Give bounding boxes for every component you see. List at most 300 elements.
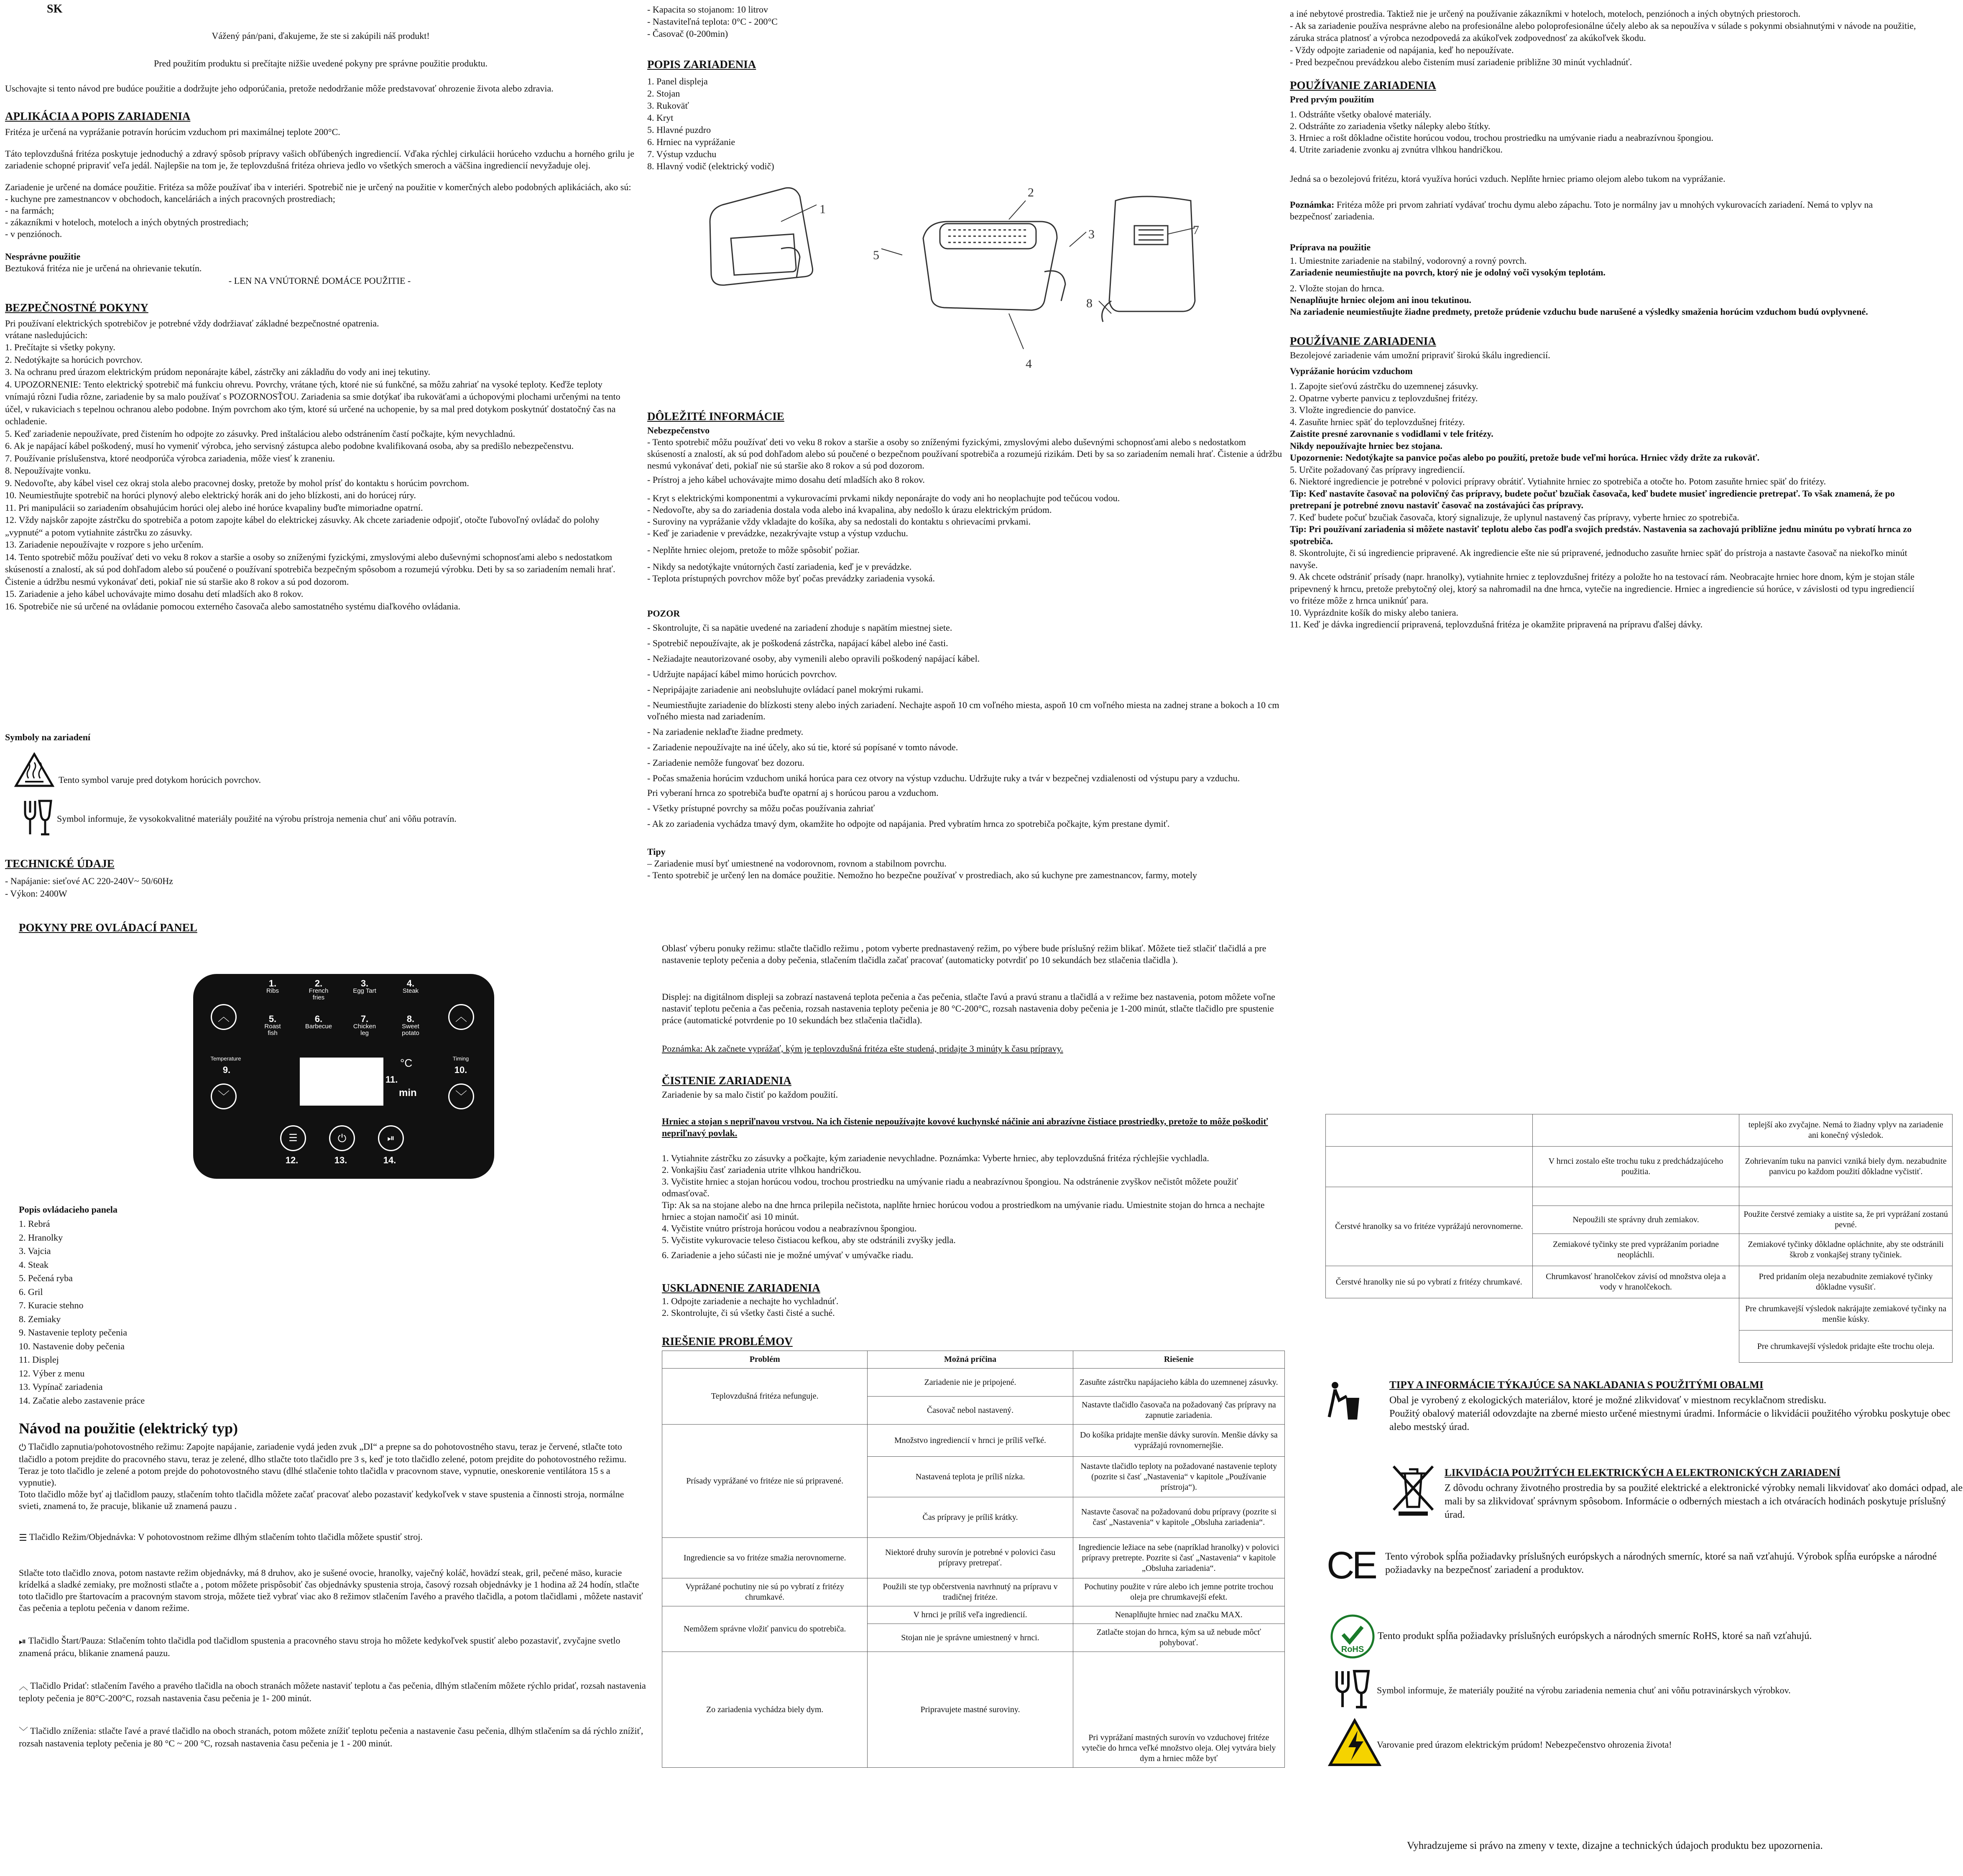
- storage-item: 1. Odpojte zariadenie a nechajte ho vychladnúť.: [662, 1296, 839, 1306]
- first-use-list: [1290, 109, 1917, 155]
- safety-item: 3. Na ochranu pred úrazom elektrickým prúdom neponárajte kábel, zástrčky ani základňu do vody ani inej tekutiny.: [5, 367, 430, 377]
- clean-item: 6. Zariadenie a jeho súčasti nie je možné umývať v umývačke riadu.: [662, 1250, 914, 1260]
- food-safe-icon: [21, 798, 54, 837]
- manual-p6: [19, 1725, 646, 1749]
- table-row: [662, 1578, 1285, 1606]
- table-header-cell: Problém: [662, 1351, 868, 1369]
- hot-air-item: 6. Niektoré ingrediencie je potrebné v polovici prípravy obrátiť. Vytiahnite hrniec zo spotrebiča a otočte ho. Potom zasuňte hrniec späť do fritézy.: [1290, 476, 1826, 487]
- app-p3: Zariadenie je určené na domáce použitie. Fritéza sa môže používať iba v interiéri. Spotrebič nie je určený na použitie v komerčných alebo podobných aplikáciách, ako sú:: [5, 182, 631, 192]
- app-list-item: - v penziónoch.: [5, 229, 62, 239]
- use2-intro: Bezolejové zariadenie vám umožní pripraviť širokú škálu ingrediencií.: [1290, 350, 1550, 360]
- panel-button-label: Sweet potato: [402, 1023, 419, 1037]
- power-icon: ⏻: [329, 1125, 355, 1151]
- misuse-title: Nesprávne použitie: [5, 251, 81, 262]
- diagram-label-3: 3: [1088, 227, 1095, 241]
- table-row: [662, 1538, 1285, 1578]
- table-cell: [1532, 1114, 1739, 1147]
- panel-button-number: 8.: [406, 1014, 415, 1024]
- manual-p4: [19, 1635, 646, 1659]
- greeting: Vážený pán/pani, ďakujeme, že ste si zakúpili náš produkt!: [212, 31, 430, 41]
- top-lines: [1290, 8, 1917, 68]
- clean-title: ČISTENIE ZARIADENIA: [662, 1074, 791, 1087]
- panel-button-label: Chicken leg: [353, 1023, 376, 1037]
- panel-button-8: [398, 1016, 423, 1037]
- table-cell: Pripravujete mastné suroviny.: [868, 1652, 1073, 1768]
- panel-desc-item: 10. Nastavenie doby pečenia: [19, 1341, 125, 1351]
- display-screen: [300, 1058, 383, 1106]
- table-cell: Čerstvé hranolky nie sú po vybratí z fritézy chrumkavé.: [1326, 1266, 1533, 1298]
- hot-air-item: 8. Skontrolujte, či sú ingrediencie pripravené. Ak ingrediencie ešte nie sú pripravené, jednoducho zasuňte hrniec späť do prístroja a nastavte časovač na niekoľko minút navyše.: [1290, 548, 1907, 570]
- panel-button-3: [352, 980, 377, 994]
- manual-p3: Stlačte toto tlačidlo znova, potom nastavte režim objednávky, má 8 druhov, ako je sušené ovocie, hranolky, vaječný koláč, hovädzí steak, gril, pečené mäso, kuracie krídelká a sladké zemiaky, pre možnosti stlačte a , potom môžete prispôsobiť čas objednávky spustenia stroja, časový rozsah objednávky je 1 hodina až 24 hodín, stlačte toto tlačidlo pre štartovacím a pracovným stavom stroja, môžete tiež vybrať viac ako 8 režimov stlačením ľavého a pravého tlačidla, a potom tlačidlami , môžete nastaviť čas pečenia a teplotu pečenia v danom režime.: [19, 1567, 643, 1613]
- table-cell: Nenaplňujte hrniec nad značku MAX.: [1073, 1606, 1284, 1624]
- display-text: Displej: na digitálnom displeji sa zobrazí nastavená teplota pečenia a čas pečenia, stlačte ľavú a pravú stranu a tlačidlá a v režime bez nastavenia, potom môžete voľne nastaviť teplotu pečenia a čas pečenia, rozsah nastavenia teploty pečenia je 80 °C-200°C, rozsah nastavenia doby pečenia je 1-200 minút, stlačte tlačidlo pre spustenie práce (automatické potvrdenie po 10 sekundách bez stlačenia tlačidla).: [662, 992, 1275, 1025]
- panel-button-2: [306, 980, 331, 1001]
- caution-item: - Zariadenie nemôže fungovať bez dozoru.: [647, 757, 804, 768]
- left-up-arrow-icon: ︿: [211, 1004, 237, 1030]
- shock-text: Varovanie pred úrazom elektrickým prúdom! Nebezpečenstvo ohrozenia života!: [1377, 1739, 1672, 1750]
- table-cell: Nastavte tlačidlo teploty na požadované nastavenie teploty (pozrite si časť „Nastavenia“ v kapitole „Používanie prístroja“).: [1073, 1457, 1284, 1497]
- caution-item: - Počas smaženia horúcim vzduchom uniká horúca para cez otvory na výstup vzduchu. Udržujte ruky a tvár v bezpečnej vzdialenosti od výstupu pary a vzduchu.: [647, 773, 1240, 783]
- danger-title: Nebezpečenstvo: [647, 425, 710, 436]
- symbol-hot-text: Tento symbol varuje pred dotykom horúcich povrchov.: [59, 775, 261, 785]
- panel-button-label: Egg Tart: [353, 987, 376, 994]
- panel-button-number: 5.: [268, 1014, 277, 1024]
- manual-p5: [19, 1680, 646, 1704]
- danger-item: - Nedovoľte, aby sa do zariadenia dostala voda alebo iná kvapalina, aby nedošlo k úrazu elektrickým prúdom.: [647, 505, 1052, 515]
- tech-title: TECHNICKÉ ÚDAJE: [5, 857, 115, 870]
- prep-1: 1. Umiestnite zariadenie na stabilný, vodorovný a rovný povrch.: [1290, 255, 1527, 266]
- panel-button-number: 6.: [314, 1014, 323, 1024]
- diagram-label-2: 2: [1028, 186, 1034, 199]
- hot-air-item: 5. Určite požadovaný čas prípravy ingrediencií.: [1290, 464, 1465, 475]
- table-cell: [1532, 1298, 1739, 1331]
- top-line: - Vždy odpojte zariadenie od napájania, keď ho nepoužívate.: [1290, 45, 1514, 55]
- tips-item: - Tento spotrebič je určený len na domáce použitie. Nemožno ho bezpečne používať v prostrediach, ako sú kuchyne pre zamestnancov, farmy, motely: [647, 870, 1197, 880]
- danger-item: - Teplota prístupných povrchov môže byť počas prevádzky zariadenia vysoká.: [647, 573, 935, 584]
- hot-air-item: 11. Keď je dávka ingrediencií pripravená, teplovzdušná fritéza je okamžite pripravená na prípravu ďalšej dávky.: [1290, 619, 1703, 630]
- top-line: - Pred bezpečnou prevádzkou alebo čistením musí zariadenie približne 30 minút vychladnúť.: [1290, 57, 1632, 67]
- panel-desc-list: [19, 1217, 228, 1407]
- parts-item: 5. Hlavné puzdro: [647, 125, 711, 135]
- danger-item: - Neplňte hrniec olejom, pretože to môže spôsobiť požiar.: [647, 545, 860, 555]
- packaging-title: TIPY A INFORMÁCIE TÝKAJÚCE SA NAKLADANIA S POUŽITÝMI OBALMI: [1389, 1379, 1764, 1391]
- table-cell: Teplovzdušná fritéza nefunguje.: [662, 1369, 868, 1425]
- panel-number-10: 10.: [454, 1065, 467, 1075]
- table-cell: Pre chrumkavejší výsledok nakrájajte zemiakové tyčinky na menšie kúsky.: [1739, 1298, 1953, 1331]
- parts-item: 3. Rukoväť: [647, 100, 689, 111]
- table-row: [1326, 1187, 1953, 1206]
- table-cell: [1326, 1147, 1533, 1187]
- table-cell: [1739, 1187, 1953, 1206]
- panel-desc-item: 1. Rebrá: [19, 1218, 50, 1229]
- hot-air-item: Upozornenie: Nedotýkajte sa panvice počas alebo po použití, pretože bude veľmi horúca. Hrniec vždy držte za rukoväť.: [1290, 452, 1760, 463]
- panel-button-label: Roast fish: [264, 1023, 281, 1037]
- manual-p5-text: Tlačidlo Pridať: stlačením ľavého a pravého tlačidla na oboch stranách môžete nastaviť teplotu a čas pečenia, dlhým stlačením môžete rýchlo pridať, rozsah nastavenia teploty pečenia je 80°C-200°C, rozsah nastavenia času pečenia je 1- 200 minút.: [19, 1680, 646, 1703]
- panel-button-number: 3.: [360, 978, 369, 989]
- table-cell: Čerstvé hranolky sa vo fritéze vyprážajú nerovnomerne.: [1326, 1187, 1533, 1266]
- manual-p1-text: Tlačidlo zapnutia/pohotovostného režimu: Zapojte napájanie, zariadenie vydá jeden zvuk „DI“ a prepne sa do pohotovostného stavu, teraz je červené, stlačte toto tlačidlo a potom prejdite do pracovného stavu, teraz je zelené, dlho stlačte toto tlačidlo pre 3 s, keď je toto tlačidlo zelené, potom prejdite do pohotovostného režimu.: [19, 1441, 626, 1464]
- diagram-label-7: 7: [1193, 223, 1199, 237]
- rohs-label: RoHS: [1341, 1645, 1364, 1654]
- panel-desc-item: 2. Hranolky: [19, 1232, 63, 1243]
- safety-list: [5, 341, 634, 612]
- hot-air-item: Tip: Pri používaní zariadenia si môžete nastaviť teplotu alebo čas podľa svojich predstáv. Nastavenia sa zachovajú približne jednu minútu po vybratí hrnca zo spotrebiča.: [1290, 524, 1912, 546]
- table-cell: Do košíka pridajte menšie dávky surovín. Menšie dávky sa vyprážajú rovnomernejšie.: [1073, 1425, 1284, 1457]
- panel-button-7: [350, 1016, 379, 1037]
- app-title: APLIKÁCIA A POPIS ZARIADENIA: [5, 110, 191, 122]
- first-use-item: 4. Utrite zariadenie zvonku aj zvnútra vlhkou handričkou.: [1290, 144, 1503, 155]
- table-cell: Pri vyprážaní mastných surovín vo vzduchovej fritéze vytečie do hrnca veľké množstvo oleja. Olej vytvára biely dym a hrniec môže byť: [1073, 1652, 1284, 1768]
- panel-desc-item: 3. Vajcia: [19, 1246, 51, 1256]
- home-only: - LEN NA VNÚTORNÉ DOMÁCE POUŽITIE -: [228, 275, 411, 286]
- control-panel-image: [193, 974, 494, 1179]
- table-cell: Zariadenie nie je pripojené.: [868, 1369, 1073, 1397]
- parts-item: 2. Stojan: [647, 88, 680, 99]
- mode-text: Oblasť výberu ponuky režimu: stlačte tlačidlo režimu , potom vyberte prednastavený režim, po výbere bude príslušný režim blikať. Môžete tiež stlačiť tlačidlá a pre nastavenie teploty pečenia a doby pečenia, stlačením tlačidla začať pracovať (automaticky potvrdiť po 10 sekundách bez stlačenia tlačidla ).: [662, 943, 1266, 965]
- table-cell: Zo zariadenia vychádza biely dym.: [662, 1652, 868, 1768]
- storage-item: 2. Skontrolujte, či sú všetky časti čisté a suché.: [662, 1308, 835, 1318]
- table-cell: [1326, 1114, 1533, 1147]
- table-cell: Vyprážané pochutiny nie sú po vybratí z fritézy chrumkavé.: [662, 1578, 868, 1606]
- keep-manual: Uschovajte si tento návod pre budúce použitie a dodržujte jeho odporúčania, pretože nedodržanie môže predstavovať ohrozenie života alebo zdravia.: [5, 83, 554, 94]
- table-cell: Nemôžem správne vložiť panvicu do spotrebiča.: [662, 1606, 868, 1652]
- symbols-title: Symboly na zariadení: [5, 732, 91, 742]
- rohs-icon: [1330, 1613, 1376, 1659]
- clean-warning: Hrniec a stojan s nepriľnavou vrstvou. Na ich čistenie nepoužívajte kovové kuchynské náčinie ani abrazívne čistiace prostriedky, pretože to môže poškodiť nepriľnavý povlak.: [662, 1116, 1268, 1138]
- first-use-item: 2. Odstráňte zo zariadenia všetky nálepky alebo štítky.: [1290, 121, 1491, 131]
- recycle-bin-person-icon: [1327, 1379, 1361, 1421]
- prep-2c: Na zariadenie neumiestňujte žiadne predmety, pretože prúdenie vzduchu bude narušené a výsledky smaženia horúcim vzduchom budú ovplyvnené.: [1290, 306, 1868, 317]
- safety-item: 16. Spotrebiče nie sú určené na ovládanie pomocou externého časovača alebo samostatného systému diaľkového ovládania.: [5, 601, 461, 612]
- read-instructions: Pred použitím produktu si prečítajte nižšie uvedené pokyny pre správne použitie produktu.: [154, 58, 488, 69]
- table-row: [1326, 1266, 1953, 1298]
- panel-button-number: 4.: [406, 978, 415, 989]
- table-row: [662, 1652, 1285, 1768]
- right-up-arrow-icon: ︿: [448, 1004, 474, 1030]
- weee-text: Z dôvodu ochrany životného prostredia by sa použité elektrické a elektronické výrobky nemali likvidovať ako domáci odpad, ale mali by sa zlikvidovať správnym spôsobom. Informácie o odberných miestach a ich otváracích hodinách poskytuje príslušný úrad.: [1445, 1483, 1963, 1520]
- prep-title: Príprava na použitie: [1290, 242, 1371, 252]
- table-cell: Pre chrumkavejší výsledok pridajte ešte trochu oleja.: [1739, 1331, 1953, 1363]
- panel-number-14: 14.: [383, 1155, 396, 1165]
- panel-button-6: [303, 1016, 334, 1030]
- panel-desc-item: 11. Displej: [19, 1354, 59, 1365]
- food-safe-text: Symbol informuje, že materiály použité na výrobu zariadenia nemenia chuť ani vôňu potravinárskych výrobkov.: [1377, 1685, 1791, 1695]
- packaging-p1: Obal je vyrobený z ekologických materiálov, ktoré je možné zlikvidovať v miestnom recyklačnom stredisku.: [1389, 1395, 1827, 1406]
- safety-intro2: vrátane nasledujúcich:: [5, 330, 88, 340]
- symbol-food-text: Symbol informuje, že vysokokvalitné materiály použité na výrobu prístroja nemenia chuť ani vôňu potravín.: [57, 813, 457, 824]
- panel-button-label: Ribs: [266, 987, 279, 994]
- table-cell: Prísady vyprážané vo fritéze nie sú pripravené.: [662, 1425, 868, 1538]
- hot-surface-icon: [14, 752, 54, 788]
- note-paragraph: [1290, 199, 1917, 222]
- panel-desc-item: 4. Steak: [19, 1259, 49, 1270]
- table-row: [662, 1606, 1285, 1624]
- clean-intro: Zariadenie by sa malo čistiť po každom použití.: [662, 1089, 838, 1100]
- misuse-text: Beztuková fritéza nie je určená na ohrievanie tekutín.: [5, 263, 202, 273]
- ce-text: Tento výrobok spĺňa požiadavky príslušných európskych a národných smerníc, ktoré sa naň vzťahujú. Výrobok spĺňa európske a národné požiadavky na bezpečnosť zariadení a produktov.: [1385, 1551, 1937, 1575]
- first-use-title: Pred prvým použitím: [1290, 94, 1374, 105]
- table-cell: Zohrievaním tuku na panvici vzniká biely dym. nezabudnite panvicu po každom použití dôkladne vyčistiť.: [1739, 1147, 1953, 1187]
- first-use-item: 1. Odstráňte všetky obalové materiály.: [1290, 109, 1432, 120]
- table-row: [1326, 1147, 1953, 1187]
- manual-p1c: Toto tlačidlo môže byť aj tlačidlom pauzy, stlačením tohto tlačidla môžete začať pracovať alebo pozastaviť kedykoľvek v stave spustenia a činnosti stroja, normálne svieti, znamená to, že pracuje, blikanie už znamená pauzu .: [19, 1489, 624, 1511]
- info-title: DÔLEŽITÉ INFORMÁCIE: [647, 410, 784, 423]
- caution-item: - Neumiestňujte zariadenie do blízkosti steny alebo iných zariadení. Nechajte aspoň 10 cm voľného miesta, aspoň 10 cm voľného miesta na zadnej strane a bokoch a 10 cm voľného miesta nad zariadením.: [647, 700, 1279, 721]
- safety-item: 2. Nedotýkajte sa horúcich povrchov.: [5, 354, 143, 365]
- danger-item: - Keď je zariadenie v prevádzke, nezakrývajte vstup a výstup vzduchu.: [647, 528, 908, 538]
- weee-crossed-bin-icon: [1390, 1463, 1436, 1517]
- clean-item: 2. Vonkajšiu časť zariadenia utrite vlhkou handričkou.: [662, 1165, 861, 1175]
- diagram-label-5: 5: [873, 248, 879, 262]
- panel-button-number: 1.: [268, 978, 277, 989]
- caution-item: - Nepripájajte zariadenie ani neobsluhujte ovládací panel mokrými rukami.: [647, 684, 924, 695]
- right-down-arrow-icon: ﹀: [448, 1083, 474, 1109]
- rohs-text: Tento produkt spĺňa požiadavky príslušných európskych a národných smerníc RoHS, ktoré sa naň vzťahujú.: [1378, 1631, 1812, 1642]
- safety-item: 14. Tento spotrebič môžu používať deti vo veku 8 rokov a staršie a osoby so zníženými fyzickými, zmyslovými alebo duševnými schopnosťami alebo s nedostatkom skúseností a znalostí, ak sú pod dohľadom alebo sú poučené o používaní spotrebiča bezpečným spôsobom a rozumejú výrobku. Deti by sa so zariadením nemali hrať. Čistenie a údržbu nesmú vykonávať deti, pokiaľ nie sú staršie ako 8 rokov a sú pod dozorom.: [5, 551, 615, 587]
- safety-item: 13. Zariadenie nepoužívajte v rozpore s jeho určením.: [5, 539, 204, 550]
- top-line: a iné nebytové prostredia. Taktiež nie je určený na používanie zákazníkmi v hoteloch, moteloch, penziónoch a iných obytných priestoroch.: [1290, 8, 1801, 19]
- panel-desc-item: 14. Začatie alebo zastavenie práce: [19, 1395, 145, 1406]
- table-cell: Ingrediencie ležiace na sebe (napríklad hranolky) v polovici prípravy pretrepte. Pozrite si časť „Nastavenia“ v kapitole „Obsluha zariadenia“.: [1073, 1538, 1284, 1578]
- play-pause-icon: ⏯: [19, 1636, 26, 1647]
- tips-item: – Zariadenie musí byť umiestnené na vodorovnom, rovnom a stabilnom povrchu.: [647, 858, 947, 869]
- table-cell: V hrnci zostalo ešte trochu tuku z predchádzajúceho použitia.: [1532, 1147, 1739, 1187]
- unit-celsius: °C: [400, 1057, 413, 1069]
- hot-air-item: 9. Ak chcete odstrániť prísady (napr. hranolky), vytiahnite hrniec z teplovzdušnej fritézy a položte ho na testovací rám. Neobracajte hrniec hore dnom, kým je stojan stále pripevnený k hrncu, pretože prebytočný olej, ktorý sa nahromadil na dne hrnca, vytečie na ingrediencie. Hrniec a ingrediencie sú horúce, v závislosti od typu ingrediencií vo fritéze môže z hrnca uniknúť para.: [1290, 571, 1914, 606]
- unit-min: min: [399, 1087, 417, 1099]
- panel-button-number: 2.: [314, 978, 323, 989]
- tech-item: - Napájanie: sieťové AC 220-240V~ 50/60Hz: [5, 876, 173, 886]
- table-cell: [1532, 1187, 1739, 1206]
- safety-title: BEZPEČNOSTNÉ POKYNY: [5, 301, 148, 314]
- food-safe-icon: [1332, 1668, 1373, 1710]
- safety-item: 1. Prečítajte si všetky pokyny.: [5, 342, 115, 352]
- table-cell: V hrnci je príliš veľa ingrediencií.: [868, 1606, 1073, 1624]
- panel-desc-item: 8. Zemiaky: [19, 1313, 61, 1324]
- table-cell: Pred pridaním oleja nezabudnite zemiakové tyčinky dôkladne vysušiť.: [1739, 1266, 1953, 1298]
- parts-item: 7. Výstup vzduchu: [647, 149, 717, 159]
- ce-mark-icon: CE: [1327, 1544, 1375, 1587]
- table-cell: Nastavená teplota je príliš nízka.: [868, 1457, 1073, 1497]
- danger-item: - Kryt s elektrickými komponentmi a vykurovacími prvkami nikdy neponárajte do vody ani ho neoplachujte pod tečúcou vodou.: [647, 493, 1120, 503]
- caution-item: - Zariadenie nepoužívajte na iné účely, ako sú tie, ktoré sú popísané v tomto návode.: [647, 742, 958, 752]
- top-line: - Ak sa zariadenie používa nesprávne alebo na profesionálne alebo poloprofesionálne účely alebo ak sa nepoužíva v súlade s pokynmi obsiahnutými v návode na použitie, záruka stráca platnosť a výrobca nezodpovedá za akúkoľvek zodpovednosť za akúkoľvek škodu.: [1290, 20, 1916, 43]
- use2-title: POUŽÍVANIE ZARIADENIA: [1290, 335, 1436, 347]
- safety-item: 8. Nepoužívajte vonku.: [5, 465, 91, 476]
- caution-item: - Všetky prístupné povrchy sa môžu počas používania zahriať: [647, 803, 875, 813]
- safety-item: 12. Vždy najskôr zapojte zástrčku do spotrebiča a potom zapojte kábel do elektrickej zásuvky. Ak chcete zariadenie odpojiť, otočte ľubovoľný ovládač do polohy „vypnuté“ a potom vytiahnite zástrčku zo zásuvky.: [5, 515, 600, 538]
- hot-air-item: 1. Zapojte sieťovú zástrčku do uzemnenej zásuvky.: [1290, 381, 1478, 391]
- panel-button-label: Barbecue: [305, 1023, 332, 1030]
- panel-title: POKYNY PRE OVLÁDACÍ PANEL: [19, 921, 197, 934]
- play-pause-icon: ⏯: [378, 1125, 404, 1151]
- panel-number-12: 12.: [285, 1155, 299, 1165]
- clean-list: [662, 1152, 1285, 1261]
- app-p2: Táto teplovzdušná fritéza poskytuje jednoduchý a zdravý spôsob prípravy vašich obľúbených ingrediencií. Vďaka rýchlej cirkulácii horúceho vzduchu a horného grilu je zariadenie schopné pripraviť veľa jedál. Najlepšie na tom je, že teplovzdušná fritéza ohrieva jedlo vo všetkých smeroch a väčšina ingrediencií nevyžaduje olej.: [5, 148, 634, 171]
- table-cell: [1326, 1331, 1533, 1363]
- hot-air-item: 3. Vložte ingrediencie do panvice.: [1290, 405, 1416, 415]
- table-cell: teplejší ako zvyčajne. Nemá to žiadny vplyv na zariadenie ani konečný výsledok.: [1739, 1114, 1953, 1147]
- storage-title: USKLADNENIE ZARIADENIA: [662, 1282, 820, 1294]
- app-list: [5, 193, 634, 240]
- table-cell: Zemiakové tyčinky dôkladne opláchnite, aby ste odstránili škrob z vonkajšej strany tyčiniek.: [1739, 1234, 1953, 1266]
- spec-item: - Nastaviteľná teplota: 0°C - 200°C: [647, 16, 778, 27]
- table-cell: Nastavte časovač na požadovanú dobu prípravy (pozrite si časť „Nastavenia“ v kapitole „Obsluha zariadenia“.: [1073, 1497, 1284, 1538]
- app-list-item: - zákazníkmi v hoteloch, moteloch a iných obytných prostrediach;: [5, 217, 249, 227]
- table-cell: Nastavte tlačidlo časovača na požadovaný čas prípravy na zapnutie zariadenia.: [1073, 1397, 1284, 1425]
- panel-desc-item: 5. Pečená ryba: [19, 1273, 73, 1283]
- manual-title: Návod na použitie (elektrický typ): [19, 1420, 238, 1437]
- panel-button-1: [260, 980, 285, 994]
- safety-item: 11. Pri manipulácii so zariadením obsahujúcim horúci olej alebo iné horúce kvapaliny buďte mimoriadne opatrní.: [5, 502, 423, 513]
- table-cell: [1532, 1331, 1739, 1363]
- table-cell: Ingrediencie sa vo fritéze smažia nerovnomerne.: [662, 1538, 868, 1578]
- table-cell: Časovač nebol nastavený.: [868, 1397, 1073, 1425]
- app-list-item: - kuchyne pre zamestnancov v obchodoch, kanceláriách a iných pracovných prostrediach;: [5, 194, 335, 204]
- up-arrow-icon: ︿: [19, 1681, 28, 1692]
- panel-desc-item: 13. Vypínač zariadenia: [19, 1382, 103, 1392]
- caution-item: - Udržujte napájací kábel mimo horúcich povrchov.: [647, 669, 837, 679]
- panel-number-11: 11.: [385, 1074, 398, 1085]
- table-header-cell: Možná príčina: [868, 1351, 1073, 1369]
- panel-button-5: [260, 1016, 285, 1037]
- parts-item: 4. Kryt: [647, 112, 674, 123]
- hot-air-title: Vyprážanie horúcim vzduchom: [1290, 366, 1413, 376]
- danger-item: - Prístroj a jeho kábel uchovávajte mimo dosahu detí mladších ako 8 rokov.: [647, 474, 925, 485]
- panel-button-label: Steak: [402, 987, 419, 994]
- parts-item: 6. Hrniec na vyprážanie: [647, 137, 735, 147]
- parts-list: [647, 75, 774, 172]
- electric-shock-warning-icon: [1327, 1718, 1382, 1767]
- panel-button-number: 7.: [360, 1014, 369, 1024]
- diagram-label-8: 8: [1086, 296, 1093, 310]
- language-code: SK: [47, 3, 63, 15]
- menu-icon: ☰: [19, 1532, 27, 1543]
- safety-item: 5. Keď zariadenie nepoužívate, pred čistením ho odpojte zo zásuvky. Pred inštaláciou alebo odstránením častí počkajte, kým nevychladnú.: [5, 428, 515, 439]
- table-cell: Nepoužili ste správny druh zemiakov.: [1532, 1206, 1739, 1234]
- danger-item: - Suroviny na vyprážanie vždy vkladajte do košíka, aby sa nedostali do kontaktu s ohrievacími prvkami.: [647, 516, 1031, 527]
- panel-button-label: French fries: [309, 987, 329, 1001]
- panel-number-13: 13.: [334, 1155, 347, 1165]
- safety-item: 7. Používanie príslušenstva, ktoré neodporúča výrobca zariadenia, môže viesť k zraneniu.: [5, 453, 335, 464]
- tech-item: - Výkon: 2400W: [5, 888, 67, 899]
- manual-p4-text: Tlačidlo Štart/Pauza: Stlačením tohto tlačidla pod tlačidlom spustenia a pracovného stavu stroja ho môžete kedykoľvek spustiť alebo pozastaviť, zvyčajne svetlo znamená prácu, blikanie znamená pauzu.: [19, 1635, 620, 1658]
- caution-item: Pri vyberaní hrnca zo spotrebiča buďte opatrní aj s horúcou parou a vzduchom.: [647, 788, 939, 798]
- hot-air-item: Zaistite presné zarovnanie s vodidlami v tele fritézy.: [1290, 428, 1493, 439]
- first-use-item: 3. Hrniec a rošt dôkladne očistite horúcou vodou, trochou prostriedku na umývanie riadu a neabrazívnou špongiou.: [1290, 133, 1713, 143]
- danger-item: - Tento spotrebič môžu používať deti vo veku 8 rokov a staršie a osoby so zníženými fyzickými, zmyslovými alebo duševnými schopnosťami alebo s nedostatkom skúseností a znalostí, ak sú pod dohľadom alebo sú poučené o bezpečnom používaní spotrebiča a rozumejú rizikám. Deti by sa so zariadením nemali hrať. Čistenie a údržbu nesmú vykonávať deti, pokiaľ nie sú staršie ako 8 rokov a sú pod dozorom.: [647, 437, 1282, 471]
- table-cell: Zemiakové tyčinky ste pred vyprážaním poriadne neopláchli.: [1532, 1234, 1739, 1266]
- clean-item: 1. Vytiahnite zástrčku zo zásuvky a počkajte, kým zariadenie nevychladne. Poznámka: Vyberte hrniec, aby teplovzdušná fritéza rýchlejšie vychladla.: [662, 1153, 1209, 1163]
- table-row: [1326, 1298, 1953, 1331]
- note-label: Poznámka:: [1290, 199, 1335, 210]
- safety-item: 6. Ak je napájací kábel poškodený, musí ho vymeniť výrobca, jeho servisný zástupca alebo podobne kvalifikovaná osoba, aby sa predišlo nebezpečenstvu.: [5, 441, 574, 451]
- caution-item: - Ak zo zariadenia vychádza tmavý dym, okamžite ho odpojte od napájania. Pred vybratím hrnca zo spotrebiča počkajte, kým prestane dymiť.: [647, 818, 1170, 829]
- hot-air-item: 2. Opatrne vyberte panvicu z teplovzdušnej fritézy.: [1290, 393, 1478, 403]
- note-text: Poznámka: Ak začnete vyprážať, kým je teplovzdušná fritéza ešte studená, pridajte 3 minúty k času prípravy.: [662, 1043, 1063, 1054]
- danger-item: - Nikdy sa nedotýkajte vnútorných častí zariadenia, keď je v prevádzke.: [647, 561, 912, 572]
- parts-title: POPIS ZARIADENIA: [647, 58, 756, 71]
- hot-air-item: 4. Zasuňte hrniec späť do teplovzdušnej fritézy.: [1290, 416, 1465, 427]
- clean-item: 3. Vyčistite hrniec a stojan horúcou vodou, trochou prostriedku na umývanie riadu a neabrazívnou špongiou. Na odstránenie zvyškov nečistôt môžete použiť odmasťovač.: [662, 1176, 1238, 1198]
- caution-title: POZOR: [647, 608, 680, 619]
- safety-item: 4. UPOZORNENIE: Tento elektrický spotrebič má funkciu ohrevu. Povrchy, vrátane tých, ktoré nie sú funkčné, sa môžu zahriať na vysoké teploty. Keďže teploty vnímajú rôzni ľudia rôzne, zariadenie by sa malo používať s POZORNOSŤOU. Zariadenia sa smie dotýkať iba rukoväťami a úchopovými plochami určenými na tento účel, v rukaviciach s tepelnou ochranou alebo podobne. Iným povrchom ako tým, ktoré sú určené na uchopenie, by sa mal pred dotykom poskytnúť dostatočný čas na ochladenie.: [5, 379, 620, 426]
- table-cell: [1326, 1298, 1533, 1331]
- footer: Vyhradzujeme si právo na zmeny v texte, dizajne a technických údajoch produktu bez upozornenia.: [1407, 1840, 1823, 1851]
- parts-item: 8. Hlavný vodič (elektrický vodič): [647, 161, 774, 171]
- safety-item: 9. Nedovoľte, aby kábel visel cez okraj stola alebo pracovnej dosky, pretože by mohol prísť do kontaktu s horúcim povrchom.: [5, 477, 469, 488]
- manual-p2-text: Tlačidlo Režim/Objednávka: V pohotovostnom režime dlhým stlačením tohto tlačidla môžete spustiť stroj.: [29, 1531, 423, 1542]
- caution-item: - Spotrebič nepoužívajte, ak je poškodená zástrčka, napájací kábel alebo iné časti.: [647, 638, 948, 648]
- spec-item: - Časovač (0-200min): [647, 28, 728, 39]
- safety-intro: Pri používaní elektrických spotrebičov je potrebné vždy dodržiavať základné bezpečnostné opatrenia.: [5, 318, 379, 329]
- caution-list: [647, 622, 1283, 829]
- table-cell: Množstvo ingrediencií v hrnci je príliš veľké.: [868, 1425, 1073, 1457]
- table-row: [662, 1369, 1285, 1397]
- temperature-label: Temperature: [210, 1055, 241, 1062]
- troubleshooting-table: [662, 1351, 1285, 1768]
- app-list-item: - na farmách;: [5, 205, 54, 216]
- hot-air-item: 10. Vyprázdnite košík do misky alebo taniera.: [1290, 607, 1458, 618]
- manual-p1b: Teraz je toto tlačidlo je zelené a potom prejde do pohotovostného stavu (dlhé stlačenie tohto tlačidla v pracovnom stave, vypnutie, oneskorenie ventilátora 15 s a vypnutie).: [19, 1465, 610, 1488]
- manual-p1: [19, 1441, 646, 1465]
- down-arrow-icon: ﹀: [19, 1726, 28, 1737]
- troubleshooting-table-continued: [1325, 1114, 1953, 1363]
- manual-p6-text: Tlačidlo zníženia: stlačte ľavé a pravé tlačidlo na oboch stranách, potom môžete znížiť teplotu pečenia a nastavenie času pečenia, dlhým stlačením sa dá rýchlo znížiť, rozsah nastavenia teploty pečenia je 80 °C ~ 200 °C, rozsah nastavenia času pečenia je 1 - 200 minút.: [19, 1725, 643, 1749]
- table-cell: Pochutiny použite v rúre alebo ich jemne potrite trochou oleja pre chrumkavejší efekt.: [1073, 1578, 1284, 1606]
- caution-item: - Nežiadajte neautorizované osoby, aby vymenili alebo opravili poškodený napájací kábel.: [647, 653, 980, 664]
- packaging-p2: Použitý obalový materiál odovzdajte na zberné miesto určené miestnymi úradmi. Informácie o likvidácii použitého výrobku poskytuje obec alebo mestský úrad.: [1389, 1408, 1950, 1432]
- panel-desc-item: 7. Kuracie stehno: [19, 1300, 84, 1310]
- table-cell: Použite čerstvé zemiaky a uistite sa, že pri vyprážaní zostanú pevné.: [1739, 1206, 1953, 1234]
- panel-button-4: [398, 980, 423, 994]
- app-p1: Fritéza je určená na vyprážanie potravín horúcim vzduchom pri maximálnej teplote 200°C.: [5, 127, 340, 137]
- table-cell: Použili ste typ občerstvenia navrhnutý na prípravu v tradičnej fritéze.: [868, 1578, 1073, 1606]
- hot-air-item: Tip: Keď nastavíte časovač na polovičný čas prípravy, budete počuť bzučiak časovača, keď budete musieť ingrediencie pretrepať. To však znamená, že po pretrepaní je potrebné znovu nastaviť časovač na zostávajúci čas prípravy.: [1290, 488, 1895, 510]
- use-title: POUŽÍVANIE ZARIADENIA: [1290, 79, 1436, 92]
- panel-desc-item: 9. Nastavenie teploty pečenia: [19, 1327, 128, 1338]
- clean-item: 4. Vyčistite vnútro prístroja horúcou vodou a neabrazívnou špongiou.: [662, 1223, 917, 1234]
- manual-p2: [19, 1531, 646, 1544]
- parts-item: 1. Panel displeja: [647, 76, 708, 87]
- menu-icon: ☰: [280, 1125, 306, 1151]
- table-header-row: [662, 1351, 1285, 1369]
- hot-air-item: 7. Keď budete počuť bzučiak časovača, ktorý signalizuje, že uplynul nastavený čas prípravy, vyberte hrniec zo spotrebiča.: [1290, 512, 1739, 523]
- spec-list: [647, 3, 778, 40]
- table-cell: Niektoré druhy surovín je potrebné v polovici času prípravy pretrepať.: [868, 1538, 1073, 1578]
- clean-item: 5. Vyčistite vykurovacie teleso čistiacou kefkou, aby ste odstránili zvyšky jedla.: [662, 1235, 956, 1245]
- weee-title: LIKVIDÁCIA POUŽITÝCH ELEKTRICKÝCH A ELEKTRONICKÝCH ZARIADENÍ: [1445, 1467, 1840, 1478]
- oilfree-text: Jedná sa o bezolejovú fritézu, ktorá využíva horúci vzduch. Neplňte hrniec priamo olejom alebo tukom na vyprážanie.: [1290, 173, 1726, 184]
- panel-desc-title: Popis ovládacieho panela: [19, 1204, 117, 1215]
- left-down-arrow-icon: ﹀: [211, 1083, 237, 1109]
- panel-desc-item: 12. Výber z menu: [19, 1368, 85, 1379]
- danger-list: [647, 436, 1283, 584]
- prep-2: 2. Vložte stojan do hrnca.: [1290, 283, 1384, 293]
- clean-item: Tip: Ak sa na stojane alebo na dne hrnca prilepila nečistota, naplňte hrniec horúcou vodou a prostriedkom na umývanie riadu. Umiestnite stojan do hrnca a nechajte hrniec a stojan namočiť asi 10 minút.: [662, 1200, 1265, 1222]
- prep-1b: Zariadenie neumiestňujte na povrch, ktorý nie je odolný voči vysokým teplotám.: [1290, 267, 1606, 278]
- diagram-label-1: 1: [819, 202, 826, 216]
- table-cell: Zatlačte stojan do hrnca, kým sa už nebude môcť pohybovať.: [1073, 1624, 1284, 1652]
- table-row: [1326, 1331, 1953, 1363]
- panel-number-9: 9.: [222, 1065, 231, 1075]
- table-header-cell: Riešenie: [1073, 1351, 1284, 1369]
- caution-item: - Na zariadenie neklaďte žiadne predmety.: [647, 726, 804, 737]
- safety-item: 15. Zariadenie a jeho kábel uchovávajte mimo dosahu detí mladších ako 8 rokov.: [5, 589, 304, 599]
- spec-item: - Kapacita so stojanom: 10 litrov: [647, 4, 768, 15]
- hot-air-list: [1290, 380, 1917, 631]
